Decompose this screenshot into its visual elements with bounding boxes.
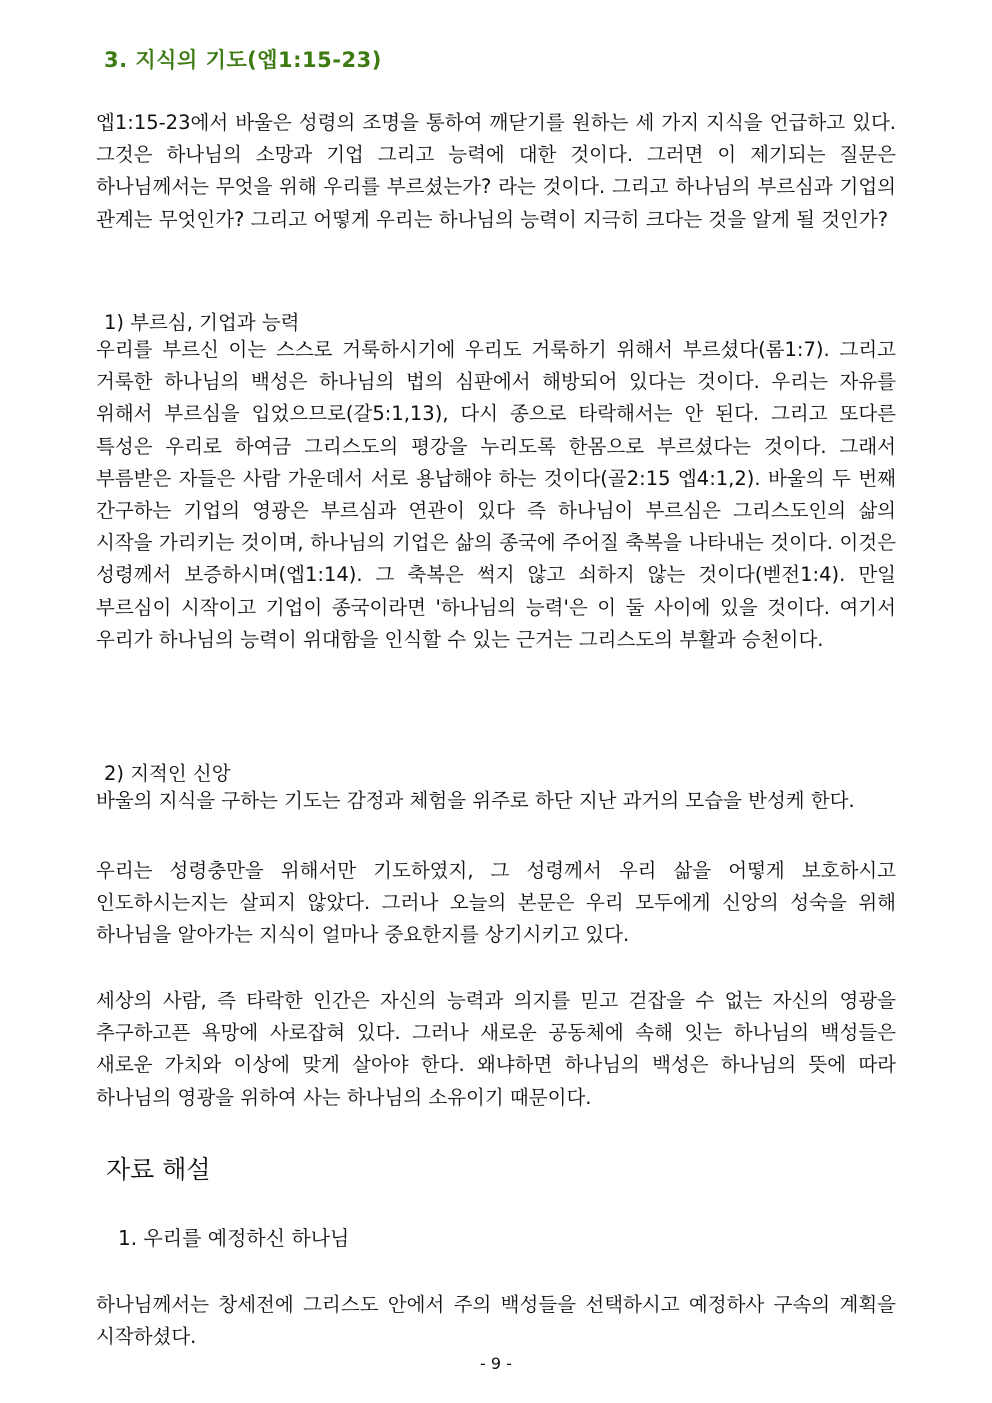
faith-paragraph-2: 우리는 성령충만을 위해서만 기도하였지, 그 성령께서 우리 삶을 어떻게 보호하시고 인도하시는지는 살피지 않았다. 그러나 오늘의 본문은 우리 모두에게 신앙의 성숙을 위해 하나님을 알아가는 지식이 얼마나 중요한지를 상기시키고 있다. — [96, 859, 896, 947]
page-number: - 9 - — [480, 1354, 512, 1373]
subsection-title-calling: 1) 부르심, 기업과 능력 — [104, 311, 300, 334]
subsection-title-faith: 2) 지적인 신앙 — [104, 762, 231, 785]
section-title: 3. 지식의 기도(엡1:15-23) — [104, 48, 382, 72]
faith-paragraph-1: 바울의 지식을 구하는 기도는 감정과 체험을 위주로 하단 지난 과거의 모습을 반성케 한다. — [96, 789, 855, 812]
material-paragraph: 하나님께서는 창세전에 그리스도 안에서 주의 백성들을 선택하시고 예정하사 구속의 계획을 시작하셨다. — [96, 1293, 896, 1349]
material-subtitle: 1. 우리를 예정하신 하나님 — [118, 1226, 350, 1250]
intro-paragraph: 엡1:15-23에서 바울은 성령의 조명을 통하여 깨닫기를 원하는 세 가지 지식을 언급하고 있다. 그것은 하나님의 소망과 기업 그리고 능력에 대한 것이다. 그러면 이 제기되는 질문은 하나님께서는 무엇을 위해 우리를 부르셨는가? 라는 것이다. 그리고 하나님의 부르심과 기업의 관계는 무엇인가? 그리고 어떻게 우리는 하나님의 능력이 지극히 크다는 것을 알게 될 것인가? — [96, 111, 896, 231]
calling-paragraph: 우리를 부르신 이는 스스로 거룩하시기에 우리도 거룩하기 위해서 부르셨다(롬1:7). 그리고 거룩한 하나님의 백성은 하나님의 법의 심판에서 해방되어 있다는 것이다. 우리는 자유를 위해서 부르심을 입었으므로(갈5:1,13), 다시 종으로 타락해서는 안 된다. 그리고 또다른 특성은 우리로 하여금 그리스도의 평강을 누리도록 한몸으로 부르셨다는 것이다. 그래서 부름받은 자들은 사람 가운데서 서로 용납해야 하는 것이다(골2:15 엡4:1,2). 바울의 두 번째 간구하는 기업의 영광은 부르심과 연관이 있다 즉 하나님이 부르심은 그리스도인의 삶의 시작을 가리키는 것이며, 하나님의 기업은 삶의 종국에 주어질 축복을 나타내는 것이다. 이것은 성령께서 보증하시며(엡1:14). 그 축복은 썩지 않고 쇠하지 않는 것이다(벧전1:4). 만일 부르심이 시작이고 기업이 종국이라면 '하나님의 능력'은 이 둘 사이에 있을 것이다. 여기서 우리가 하나님의 능력이 위대함을 인식할 수 있는 근거는 그리스도의 부활과 승천이다. — [96, 338, 896, 651]
material-heading: 자료 해설 — [106, 1155, 211, 1184]
faith-paragraph-3: 세상의 사람, 즉 타락한 인간은 자신의 능력과 의지를 믿고 걷잡을 수 없는 자신의 영광을 추구하고픈 욕망에 사로잡혀 있다. 그러나 새로운 공동체에 속해 잇는 하나님의 백성들은 새로운 가치와 이상에 맞게 살아야 한다. 왜냐하면 하나님의 백성은 하나님의 뜻에 따라 하나님의 영광을 위하여 사는 하나님의 소유이기 때문이다. — [96, 989, 896, 1109]
